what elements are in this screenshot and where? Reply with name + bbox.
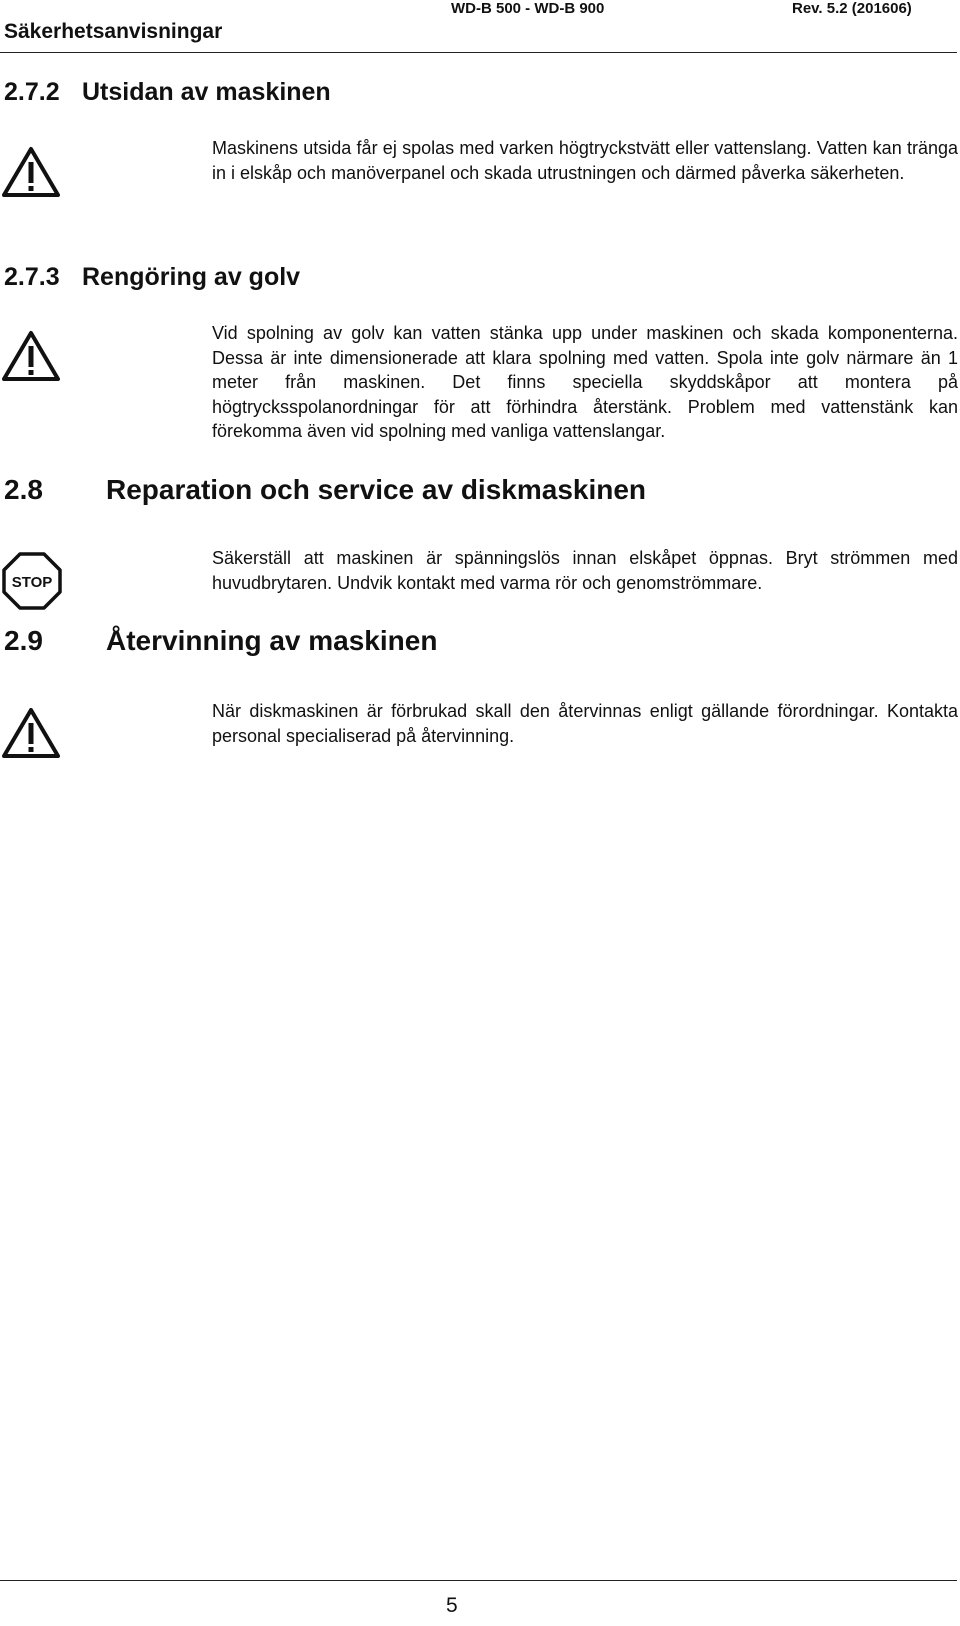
stop-sign-icon xyxy=(2,552,62,610)
section-heading-2-7-3 xyxy=(4,263,300,292)
section-title: Reparation och service av diskmaskinen xyxy=(106,474,647,505)
stop-sign-label: STOP xyxy=(11,574,53,591)
section-heading-2-9 xyxy=(4,625,437,657)
header-revision: Rev. 5.2 (201606) xyxy=(792,0,912,17)
header-model: WD-B 500 - WD-B 900 xyxy=(451,0,605,17)
section-text: Maskinens utsida får ej spolas med varken högtryckstvätt eller vattenslang. Vatten kan tränga in i elskåp och manöverpanel och skada utrustningen och därmed påverka säkerheten. xyxy=(212,138,958,183)
section-number: 2.7.2 xyxy=(4,78,60,106)
section-number: 2.8 xyxy=(4,474,43,505)
footer-divider xyxy=(0,1580,957,1581)
header-section-title: Säkerhetsanvisningar xyxy=(4,20,223,43)
section-text: När diskmaskinen är förbrukad skall den återvinnas enligt gällande förordningar. Kontakta personal specialiserad på återvinning. xyxy=(212,701,958,746)
section-number: 2.9 xyxy=(4,625,43,656)
section-heading-2-7-2 xyxy=(4,78,331,107)
section-heading-2-8 xyxy=(4,474,646,506)
section-title: Återvinning av maskinen xyxy=(106,625,438,656)
section-text: Vid spolning av golv kan vatten stänka upp under maskinen och skada komponenterna. Dessa är inte dimensionerade att klara spolning med vatten. Spola inte golv närmare än 1 meter från maskinen. Det finns speciella skyddskåpor att montera på högtrycksspolanordningar för att förhindra återstänk. Problem med vattenstänk kan förekomma även vid spolning med vanliga vattenslangar. xyxy=(212,323,958,442)
section-title: Rengöring av golv xyxy=(82,263,301,291)
section-number: 2.7.3 xyxy=(4,263,60,291)
page-number: 5 xyxy=(446,1594,458,1617)
section-title: Utsidan av maskinen xyxy=(82,78,331,106)
section-text: Säkerställ att maskinen är spänningslös innan elskåpet öppnas. Bryt strömmen med huvudbrytaren. Undvik kontakt med varma rör och genomströmmare. xyxy=(212,548,958,593)
warning-triangle-icon xyxy=(2,146,60,198)
warning-triangle-icon xyxy=(2,707,60,759)
header-divider xyxy=(0,52,957,53)
warning-triangle-icon xyxy=(2,330,60,382)
